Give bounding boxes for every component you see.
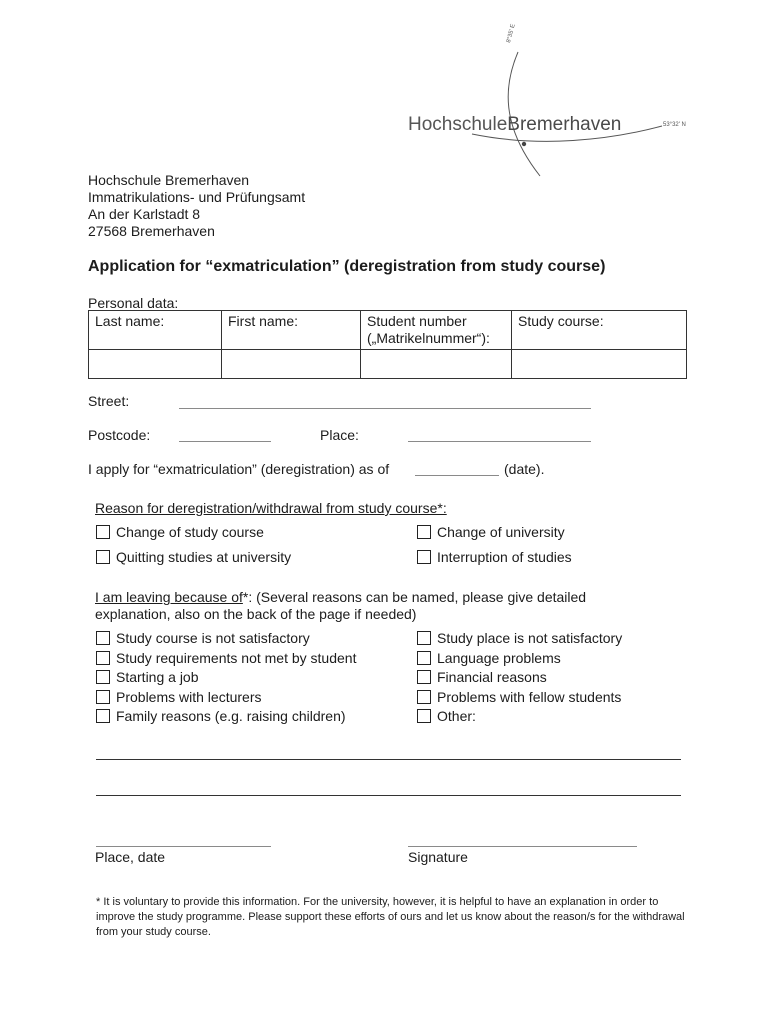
interruption-studies-checkbox[interactable] xyxy=(417,550,431,564)
reason-heading: Reason for deregistration/withdrawal from study course*: xyxy=(95,500,447,516)
deregistration-date-field[interactable] xyxy=(415,475,499,476)
place-field[interactable] xyxy=(408,441,591,442)
problems-fellow-students-label: Problems with fellow students xyxy=(437,689,622,705)
place-label: Place: xyxy=(320,427,359,443)
street-label: Street: xyxy=(88,393,130,409)
footnote: * It is voluntary to provide this information. For the university, however, it is helpful to have an explanation in order to improve the study programme. Please support these efforts of ours and let us know about the reason/s for the withdrawal from your study course. xyxy=(96,896,685,938)
other-checkbox[interactable] xyxy=(417,709,431,723)
language-problems-label: Language problems xyxy=(437,650,561,666)
leaving-heading xyxy=(95,589,586,606)
quitting-studies-label: Quitting studies at university xyxy=(116,549,292,565)
place-not-satisfactory-checkbox[interactable] xyxy=(417,631,431,645)
address-line-3: An der Karlstadt 8 xyxy=(88,206,201,222)
starting-job-label: Starting a job xyxy=(116,669,199,685)
student-number-header xyxy=(361,311,512,350)
explanation-line-1[interactable] xyxy=(96,759,681,760)
requirements-not-met-checkbox[interactable] xyxy=(96,651,110,665)
personal-data-header-row xyxy=(89,311,687,350)
postcode-label: Postcode: xyxy=(88,427,151,443)
address-line-2: Immatrikulations- und Prüfungsamt xyxy=(88,189,306,205)
course-not-satisfactory-checkbox[interactable] xyxy=(96,631,110,645)
form-title: Application for “exmatriculation” (deregistration from study course) xyxy=(88,258,606,275)
logo-text-hochschule: Hochschule xyxy=(408,114,508,135)
family-reasons-checkbox[interactable] xyxy=(96,709,110,723)
place-not-satisfactory-label: Study place is not satisfactory xyxy=(437,630,623,646)
address-line-1: Hochschule Bremerhaven xyxy=(88,172,250,188)
street-field[interactable] xyxy=(179,408,591,409)
financial-reasons-checkbox[interactable] xyxy=(417,670,431,684)
personal-data-table xyxy=(88,310,687,379)
change-university-label: Change of university xyxy=(437,524,565,540)
university-logo xyxy=(400,23,700,185)
place-date-label: Place, date xyxy=(95,849,166,865)
last-name-header: Last name: xyxy=(89,311,222,350)
apply-date-suffix: (date). xyxy=(504,461,545,477)
postcode-field[interactable] xyxy=(179,441,271,442)
financial-reasons-label: Financial reasons xyxy=(437,669,547,685)
problems-lecturers-label: Problems with lecturers xyxy=(116,689,262,705)
leaving-heading-line-2: explanation, also on the back of the page if needed) xyxy=(95,606,417,622)
requirements-not-met-label: Study requirements not met by student xyxy=(116,650,357,666)
leaving-heading-underlined: I am leaving because of xyxy=(95,589,243,605)
other-label: Other: xyxy=(437,708,476,724)
interruption-studies-label: Interruption of studies xyxy=(437,549,572,565)
study-course-field[interactable] xyxy=(512,350,687,379)
student-number-sublabel: („Matrikelnummer“): xyxy=(367,330,490,346)
starting-job-checkbox[interactable] xyxy=(96,670,110,684)
student-number-label: Student number xyxy=(367,313,467,329)
personal-data-heading: Personal data: xyxy=(88,295,179,311)
personal-data-input-row xyxy=(89,350,687,379)
problems-fellow-students-checkbox[interactable] xyxy=(417,690,431,704)
problems-lecturers-checkbox[interactable] xyxy=(96,690,110,704)
logo-wordmark xyxy=(408,113,621,137)
address-line-4: 27568 Bremerhaven xyxy=(88,223,215,239)
logo-coordinate-north: 53°32' N xyxy=(663,122,686,128)
first-name-field[interactable] xyxy=(222,350,361,379)
change-university-checkbox[interactable] xyxy=(417,525,431,539)
quitting-studies-checkbox[interactable] xyxy=(96,550,110,564)
change-study-course-label: Change of study course xyxy=(116,524,264,540)
study-course-header: Study course: xyxy=(512,311,687,350)
place-date-field[interactable] xyxy=(96,846,271,847)
first-name-header: First name: xyxy=(222,311,361,350)
logo-coordinate-east: 8°35' E xyxy=(506,23,517,44)
signature-label: Signature xyxy=(408,849,468,865)
apply-text: I apply for “exmatriculation” (deregistration) as of xyxy=(88,461,390,477)
signature-field[interactable] xyxy=(408,846,637,847)
family-reasons-label: Family reasons (e.g. raising children) xyxy=(116,708,346,724)
change-study-course-checkbox[interactable] xyxy=(96,525,110,539)
logo-text-bremerhaven: Bremerhaven xyxy=(507,114,622,135)
language-problems-checkbox[interactable] xyxy=(417,651,431,665)
leaving-heading-rest: *: (Several reasons can be named, please give detailed xyxy=(242,589,587,605)
student-number-field[interactable] xyxy=(361,350,512,379)
logo-meridian-lines-icon xyxy=(400,30,700,185)
last-name-field[interactable] xyxy=(89,350,222,379)
course-not-satisfactory-label: Study course is not satisfactory xyxy=(116,630,310,646)
explanation-line-2[interactable] xyxy=(96,795,681,796)
